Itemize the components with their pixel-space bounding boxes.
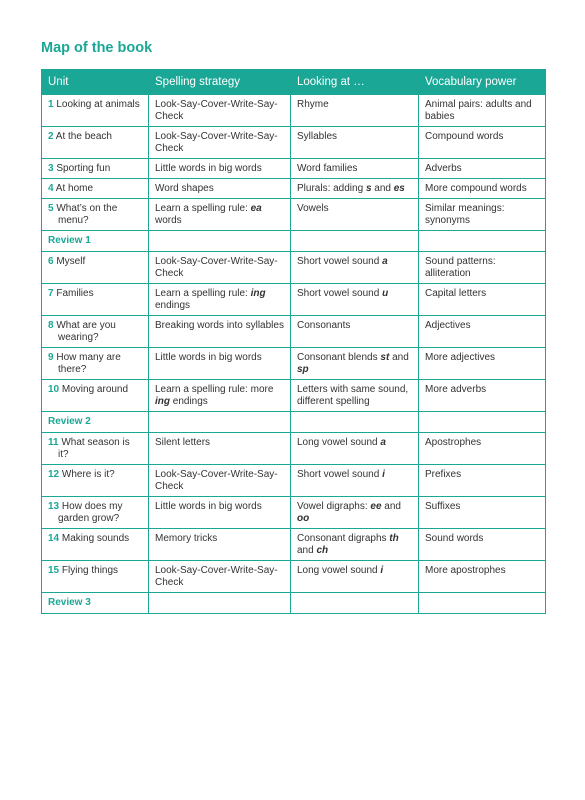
unit-number: 13 [48,501,60,512]
unit-label [48,320,142,344]
unit-name: What’s on the menu? [56,203,118,226]
unit-label [48,203,142,227]
unit-name: What are you wearing? [56,320,116,343]
text-part: words [155,215,182,226]
unit-cell [42,159,149,179]
unit-cell [42,433,149,465]
table-row [42,95,546,127]
unit-cell [42,348,149,380]
text-part: Consonants [297,320,351,331]
emphasis-text: ee [370,501,382,512]
emphasis-text: ch [316,545,329,556]
emphasis-text: i [380,565,384,576]
vocabulary-power-cell: Adjectives [419,316,546,348]
looking-at-cell [291,284,419,316]
unit-number: 7 [48,288,54,299]
unit-cell [42,380,149,412]
text-part: Short vowel sound [297,288,383,299]
unit-cell [42,284,149,316]
spelling-strategy-cell [149,316,291,348]
text-part: Little words in big words [155,501,262,512]
table-body [42,95,546,614]
text-part: and [381,501,401,512]
unit-number: 8 [48,320,54,331]
text-part: Little words in big words [155,352,262,363]
text-part: Short vowel sound [297,469,383,480]
unit-name: At the beach [55,131,112,142]
vocabulary-power-cell: Adverbs [419,159,546,179]
empty-cell [419,412,546,433]
text-part: Plurals: adding [297,183,366,194]
unit-label [48,565,142,577]
unit-name: Where is it? [61,469,115,480]
text-part: endings [170,396,208,407]
looking-at-cell [291,95,419,127]
table-row [42,529,546,561]
emphasis-text: ing [155,396,170,407]
empty-cell [149,231,291,252]
review-row [42,593,546,614]
spelling-strategy-cell [149,179,291,199]
looking-at-cell [291,380,419,412]
unit-cell [42,199,149,231]
emphasis-text: s [365,183,372,194]
unit-name: What season is it? [58,437,130,460]
unit-name: Sporting fun [56,163,111,174]
page-title: Map of the book [41,40,153,56]
emphasis-text: oo [297,513,310,524]
unit-cell [42,95,149,127]
spelling-strategy-cell [149,433,291,465]
spelling-strategy-cell [149,284,291,316]
text-part: Little words in big words [155,163,262,174]
empty-cell [291,593,419,614]
vocabulary-power-cell: Sound words [419,529,546,561]
spelling-strategy-cell [149,95,291,127]
emphasis-text: ea [250,203,262,214]
text-part: Learn a spelling rule: [155,203,251,214]
looking-at-cell [291,199,419,231]
text-part: and [371,183,394,194]
empty-cell [149,412,291,433]
table-row [42,127,546,159]
unit-name: How many are there? [56,352,121,375]
emphasis-text: es [393,183,405,194]
review-row [42,412,546,433]
emphasis-text: th [389,533,399,544]
unit-name: Making sounds [61,533,130,544]
text-part: Learn a spelling rule: more [155,384,274,395]
unit-name: Myself [56,256,86,267]
emphasis-text: a [382,256,388,267]
review-label: Review 3 [42,593,149,614]
looking-at-cell [291,159,419,179]
unit-cell [42,316,149,348]
emphasis-text: a [380,437,386,448]
empty-cell [291,412,419,433]
unit-label [48,501,142,525]
text-part: Look-Say-Cover-Write-Say-Check [155,469,278,492]
unit-label [48,437,142,461]
looking-at-cell [291,433,419,465]
review-row [42,231,546,252]
header-row [42,70,546,95]
text-part: Look-Say-Cover-Write-Say-Check [155,256,278,279]
unit-label [48,469,142,481]
spelling-strategy-cell [149,252,291,284]
vocabulary-power-cell: More compound words [419,179,546,199]
table-row [42,316,546,348]
review-label: Review 2 [42,412,149,433]
vocabulary-power-cell: More apostrophes [419,561,546,593]
looking-at-cell [291,179,419,199]
text-part: Memory tricks [155,533,218,544]
table-row [42,497,546,529]
text-part: Look-Say-Cover-Write-Say-Check [155,565,278,588]
unit-cell [42,252,149,284]
table-row [42,380,546,412]
map-of-book-table [41,69,546,614]
unit-name: At home [55,183,94,194]
unit-label [48,131,142,143]
looking-at-cell [291,497,419,529]
table-row [42,348,546,380]
text-part: endings [155,300,191,311]
vocabulary-power-cell: More adverbs [419,380,546,412]
spelling-strategy-cell [149,199,291,231]
unit-label [48,352,142,376]
table-row [42,561,546,593]
table-row [42,199,546,231]
spelling-strategy-cell [149,348,291,380]
looking-at-cell [291,529,419,561]
unit-number: 1 [48,99,54,110]
table-row [42,465,546,497]
empty-cell [149,593,291,614]
text-part: Long vowel sound [297,565,381,576]
spelling-strategy-cell [149,561,291,593]
text-part: and [389,352,409,363]
header-unit: Unit [42,70,149,95]
text-part: Look-Say-Cover-Write-Say-Check [155,99,278,122]
empty-cell [291,231,419,252]
unit-label [48,256,142,268]
unit-cell [42,561,149,593]
text-part: Syllables [297,131,338,142]
looking-at-cell [291,316,419,348]
emphasis-text: sp [297,364,309,375]
emphasis-text: i [382,469,385,480]
unit-number: 4 [48,183,54,194]
unit-name: Moving around [61,384,129,395]
looking-at-cell [291,348,419,380]
unit-cell [42,127,149,159]
vocabulary-power-cell: Similar meanings: synonyms [419,199,546,231]
vocabulary-power-cell: Sound patterns: alliteration [419,252,546,284]
text-part: Word families [297,163,358,174]
header-spelling-strategy: Spelling strategy [149,70,291,95]
spelling-strategy-cell [149,465,291,497]
unit-label [48,163,142,175]
looking-at-cell [291,465,419,497]
unit-label [48,183,142,195]
spelling-strategy-cell [149,529,291,561]
text-part: Breaking words into syllables [155,320,284,331]
unit-label [48,288,142,300]
vocabulary-power-cell: More adjectives [419,348,546,380]
table-row [42,252,546,284]
table-row [42,284,546,316]
table-row [42,433,546,465]
table-row [42,179,546,199]
looking-at-cell [291,127,419,159]
unit-number: 9 [48,352,54,363]
vocabulary-power-cell: Prefixes [419,465,546,497]
vocabulary-power-cell: Suffixes [419,497,546,529]
table-row [42,159,546,179]
unit-number: 3 [48,163,54,174]
unit-number: 10 [48,384,60,395]
looking-at-cell [291,252,419,284]
emphasis-text: ing [250,288,266,299]
unit-number: 6 [48,256,54,267]
unit-number: 11 [48,437,59,448]
unit-label [48,533,142,545]
unit-number: 2 [48,131,54,142]
empty-cell [419,593,546,614]
spelling-strategy-cell [149,380,291,412]
text-part: Vowel digraphs: [297,501,371,512]
unit-cell [42,529,149,561]
spelling-strategy-cell [149,159,291,179]
unit-label [48,384,142,396]
unit-cell [42,179,149,199]
empty-cell [419,231,546,252]
text-part: Consonant digraphs [297,533,390,544]
unit-name: How does my garden grow? [58,501,123,524]
spelling-strategy-cell [149,497,291,529]
header-looking-at: Looking at … [291,70,419,95]
vocabulary-power-cell: Capital letters [419,284,546,316]
text-part: Silent letters [155,437,211,448]
text-part: Consonant blends [297,352,381,363]
text-part: Learn a spelling rule: [155,288,251,299]
text-part: and [297,545,317,556]
looking-at-cell [291,561,419,593]
text-part: Vowels [297,203,329,214]
emphasis-text: st [380,352,390,363]
unit-label [48,99,142,111]
text-part: Rhyme [297,99,329,110]
text-part: Letters with same sound, different spelling [297,384,409,407]
unit-name: Flying things [61,565,119,576]
review-label: Review 1 [42,231,149,252]
emphasis-text: u [382,288,389,299]
text-part: Word shapes [155,183,214,194]
unit-name: Looking at animals [56,99,140,110]
vocabulary-power-cell: Compound words [419,127,546,159]
unit-number: 14 [48,533,60,544]
unit-name: Families [56,288,94,299]
text-part: Short vowel sound [297,256,383,267]
unit-number: 15 [48,565,60,576]
unit-cell [42,465,149,497]
unit-cell [42,497,149,529]
unit-number: 5 [48,203,54,214]
header-vocabulary-power: Vocabulary power [419,70,546,95]
vocabulary-power-cell: Apostrophes [419,433,546,465]
text-part: Look-Say-Cover-Write-Say-Check [155,131,278,154]
text-part: Long vowel sound [297,437,381,448]
vocabulary-power-cell: Animal pairs: adults and babies [419,95,546,127]
spelling-strategy-cell [149,127,291,159]
unit-number: 12 [48,469,60,480]
